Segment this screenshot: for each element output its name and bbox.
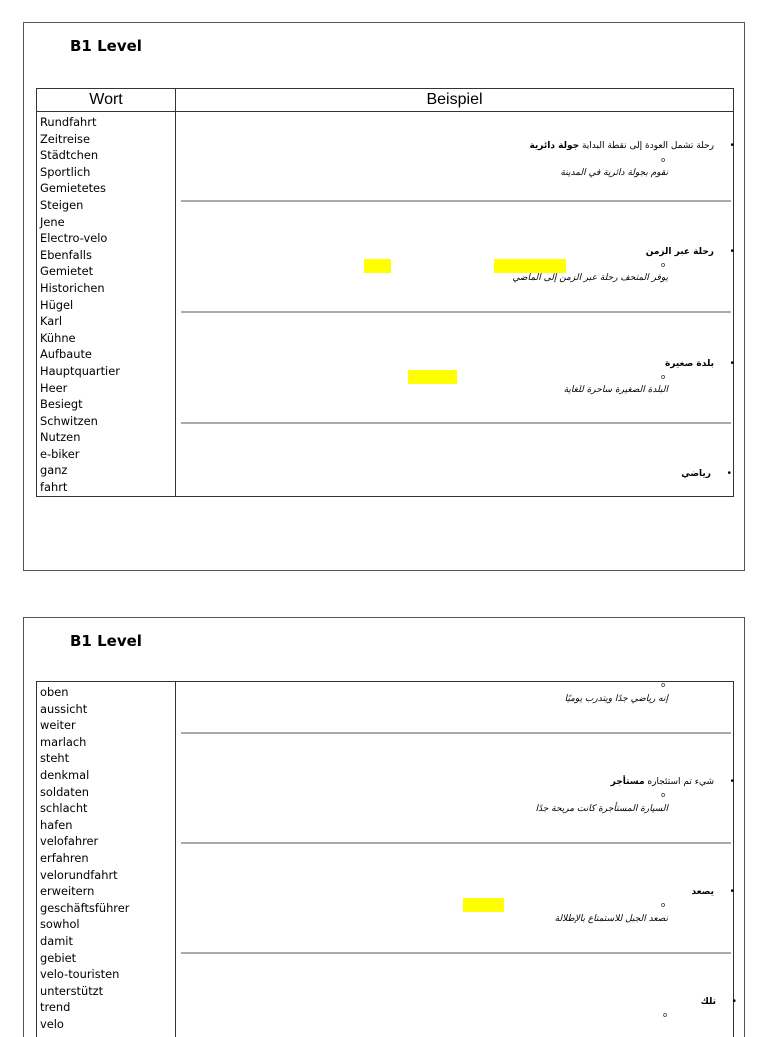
- example-sentence: نصعد الجبل للاستمتاع بالإطلالة: [555, 914, 668, 924]
- sub-bullet-icon: o: [661, 262, 665, 269]
- sub-bullet-icon: o: [661, 792, 665, 799]
- bullet-icon: •: [730, 886, 734, 897]
- word-list: [37, 682, 176, 1037]
- example-cell: [176, 112, 734, 497]
- sub-bullet-icon: o: [661, 157, 665, 164]
- word-item: Hauptquartier: [40, 363, 175, 380]
- example-block: [181, 734, 731, 844]
- word-item: e-biker: [40, 446, 175, 463]
- word-list: [37, 112, 176, 497]
- definition-line: يصعد: [691, 887, 714, 897]
- highlight-mark: [494, 259, 566, 273]
- word-item: trend: [40, 999, 175, 1016]
- vocab-table: [36, 681, 734, 1037]
- bullet-icon: •: [730, 358, 734, 369]
- word-item: Nutzen: [40, 429, 175, 446]
- word-item: Jene: [40, 214, 175, 231]
- word-item: unterstützt: [40, 983, 175, 1000]
- word-item: Rundfahrt: [40, 114, 175, 131]
- document-page-2: [23, 617, 745, 1037]
- word-item: erfahren: [40, 850, 175, 867]
- word-item: Karl: [40, 313, 175, 330]
- definition-line: شيء تم استئجاره مستأجر: [611, 777, 714, 787]
- word-item: damit: [40, 933, 175, 950]
- example-sentence: السيارة المستأجرة كانت مريحة جدًا: [536, 804, 669, 814]
- definition-line: بلدة صغيرة: [665, 359, 714, 369]
- example-block: [181, 112, 731, 202]
- sub-bullet-icon: o: [661, 374, 665, 381]
- word-item: denkmal: [40, 767, 175, 784]
- word-item: Kühne: [40, 330, 175, 347]
- definition-line: رحلة تشمل العودة إلى نقطة البداية جولة دائرية: [529, 141, 714, 151]
- bullet-icon: •: [730, 776, 734, 787]
- word-item: steht: [40, 750, 175, 767]
- word-item: soldaten: [40, 784, 175, 801]
- word-item: geschäftsführer: [40, 900, 175, 917]
- vocab-table: [36, 88, 734, 497]
- word-item: Besiegt: [40, 396, 175, 413]
- word-item: Heer: [40, 380, 175, 397]
- highlight-mark: [408, 370, 457, 384]
- definition-line: رحلة عبر الزمن: [646, 247, 714, 257]
- word-item: gebiet: [40, 950, 175, 967]
- word-item: Historichen: [40, 280, 175, 297]
- bullet-icon: •: [730, 246, 734, 257]
- example-block: [181, 202, 731, 313]
- word-item: velofahrer: [40, 833, 175, 850]
- word-item: oben: [40, 684, 175, 701]
- sub-bullet-icon: o: [661, 682, 665, 689]
- word-item: Zeitreise: [40, 131, 175, 148]
- word-item: fahrt: [40, 479, 175, 496]
- word-item: Steigen: [40, 197, 175, 214]
- word-item: aussicht: [40, 701, 175, 718]
- example-sentence: نقوم بجولة دائرية في المدينة: [560, 168, 668, 178]
- example-sentence: يوفر المتحف رحلة عبر الزمن إلى الماضي: [512, 273, 668, 283]
- word-item: weiter: [40, 717, 175, 734]
- example-block: [176, 954, 733, 1037]
- word-item: Ebenfalls: [40, 247, 175, 264]
- word-item: Städtchen: [40, 147, 175, 164]
- word-item: velo: [40, 1016, 175, 1033]
- bullet-icon: •: [730, 140, 734, 151]
- word-item: marlach: [40, 734, 175, 751]
- word-item: Aufbaute: [40, 346, 175, 363]
- word-item: velorundfahrt: [40, 867, 175, 884]
- example-cell: [176, 682, 734, 1037]
- definition-line: رياضي: [681, 469, 711, 479]
- word-item: hafen: [40, 817, 175, 834]
- word-column-header: Wort: [37, 89, 176, 112]
- level-heading: B1 Level: [70, 632, 142, 650]
- word-item: Gemietetes: [40, 180, 175, 197]
- word-item: velo-touristen: [40, 966, 175, 983]
- word-item: Electro-velo: [40, 230, 175, 247]
- example-column-header: Beispiel: [176, 89, 734, 112]
- example-sentence: إنه رياضي جدًا ويتدرب يوميًا: [565, 694, 668, 704]
- sub-bullet-icon: o: [663, 1012, 667, 1019]
- sub-bullet-icon: o: [661, 902, 665, 909]
- example-block: [181, 682, 731, 734]
- example-block: [181, 844, 731, 954]
- word-item: erweitern: [40, 883, 175, 900]
- highlight-mark: [463, 898, 504, 912]
- word-item: Gemietet: [40, 263, 175, 280]
- word-item: schlacht: [40, 800, 175, 817]
- example-sentence: البلدة الصغيرة ساحرة للغاية: [564, 385, 668, 395]
- word-item: Schwitzen: [40, 413, 175, 430]
- example-block: [181, 313, 731, 424]
- word-item: Sportlich: [40, 164, 175, 181]
- word-item: ganz: [40, 462, 175, 479]
- example-block: [176, 424, 733, 494]
- word-item: sowhol: [40, 916, 175, 933]
- bullet-icon: •: [732, 996, 736, 1007]
- level-heading: B1 Level: [70, 37, 142, 55]
- bullet-icon: •: [727, 468, 731, 479]
- word-item: Hügel: [40, 297, 175, 314]
- definition-line: تلك: [701, 997, 716, 1007]
- highlight-mark: [364, 259, 391, 273]
- document-page-1: [23, 22, 745, 571]
